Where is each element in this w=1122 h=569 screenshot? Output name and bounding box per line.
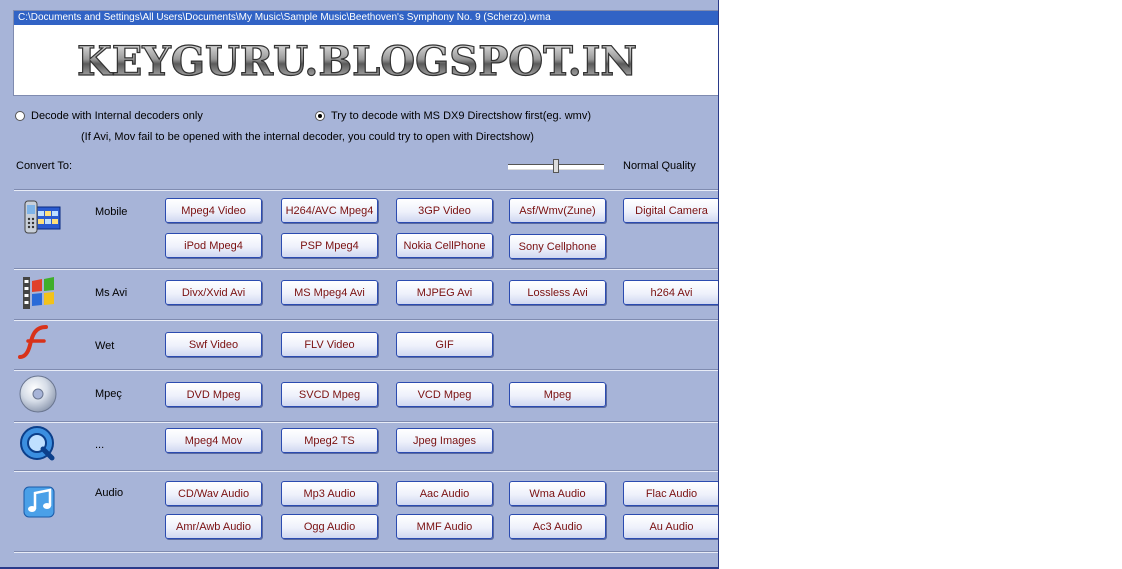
vcd-mpeg-button[interactable]: VCD Mpeg [396,382,493,407]
h264-avi-button[interactable]: h264 Avi [623,280,719,305]
flv-video-button[interactable]: FLV Video [281,332,378,357]
3gp-video-button[interactable]: 3GP Video [396,198,493,223]
radio-internal-label: Decode with Internal decoders only [31,110,203,122]
mpeg4-mov-button[interactable]: Mpeg4 Mov [165,428,262,453]
psp-mpeg4-button[interactable]: PSP Mpeg4 [281,233,378,258]
mp3-audio-button[interactable]: Mp3 Audio [281,481,378,506]
aac-audio-button[interactable]: Aac Audio [396,481,493,506]
nokia-cellphone-button[interactable]: Nokia CellPhone [396,233,493,258]
divider [14,189,718,191]
quality-slider-thumb[interactable] [553,159,559,173]
radio-directshow[interactable] [315,110,591,122]
dvd-mpeg-button[interactable]: DVD Mpeg [165,382,262,407]
music-notes-icon [22,481,62,521]
divider [14,268,718,270]
divider [14,421,718,423]
category-label-mobile: Mobile [95,206,128,218]
ipod-mpeg4-button[interactable]: iPod Mpeg4 [165,233,262,258]
h264-avc-mpeg4-button[interactable]: H264/AVC Mpeg4 [281,198,378,223]
ac3-audio-button[interactable]: Ac3 Audio [509,514,606,539]
disc-icon [18,374,58,414]
mpeg2-ts-button[interactable]: Mpeg2 TS [281,428,378,453]
ms-mpeg4-avi-button[interactable]: MS Mpeg4 Avi [281,280,378,305]
flac-audio-button[interactable]: Flac Audio [623,481,719,506]
digital-camera-button[interactable]: Digital Camera [623,198,719,223]
category-label-ms-avi: Ms Avi [95,287,128,299]
mpeg-button[interactable]: Mpeg [509,382,606,407]
radio-directshow-label: Try to decode with MS DX9 Directshow first(eg. wmv) [331,110,591,122]
svg-text:KEYGURU.BLOGSPOT.IN: KEYGURU.BLOGSPOT.IN [77,38,637,85]
cd-wav-audio-button[interactable]: CD/Wav Audio [165,481,262,506]
au-audio-button[interactable]: Au Audio [623,514,719,539]
gif-button[interactable]: GIF [396,332,493,357]
radio-directshow-dot[interactable] [315,111,325,121]
category-label-audio: Audio [95,487,124,499]
category-label-other: ... [95,439,105,451]
category-label-wet: Wet [95,340,115,352]
keyguru-logo [72,37,642,87]
quality-slider[interactable] [508,164,604,170]
asf-wmv-zune-button[interactable]: Asf/Wmv(Zune) [509,198,606,223]
sony-cellphone-button[interactable]: Sony Cellphone [509,234,606,259]
jpeg-images-button[interactable]: Jpeg Images [396,428,493,453]
mobile-phone-film-icon [22,197,62,237]
divider [14,369,718,371]
category-label-mpeg: Mpeç [95,388,122,400]
amr-awb-audio-button[interactable]: Amr/Awb Audio [165,514,262,539]
quicktime-icon [18,424,58,464]
convert-to-label: Convert To: [16,160,73,172]
divider [14,470,718,472]
radio-internal-decoders[interactable] [15,110,203,122]
radio-internal-dot[interactable] [15,111,25,121]
wma-audio-button[interactable]: Wma Audio [509,481,606,506]
mpeg4-video-button[interactable]: Mpeg4 Video [165,198,262,223]
lossless-avi-button[interactable]: Lossless Avi [509,280,606,305]
directshow-note: (If Avi, Mov fail to be opened with the internal decoder, you could try to open with Directshow) [81,131,534,143]
file-path-row[interactable]: C:\Documents and Settings\All Users\Documents\My Music\Sample Music\Beethoven's Symphony No. 9 (Scherzo).wma [14,11,719,25]
divider [14,551,718,553]
divider [14,319,718,321]
flash-icon [16,323,56,363]
swf-video-button[interactable]: Swf Video [165,332,262,357]
windows-media-icon [20,273,60,313]
mmf-audio-button[interactable]: MMF Audio [396,514,493,539]
svcd-mpeg-button[interactable]: SVCD Mpeg [281,382,378,407]
quality-label: Normal Quality [623,160,696,172]
mjpeg-avi-button[interactable]: MJPEG Avi [396,280,493,305]
file-list[interactable] [13,10,719,96]
ogg-audio-button[interactable]: Ogg Audio [281,514,378,539]
divx-xvid-avi-button[interactable]: Divx/Xvid Avi [165,280,262,305]
